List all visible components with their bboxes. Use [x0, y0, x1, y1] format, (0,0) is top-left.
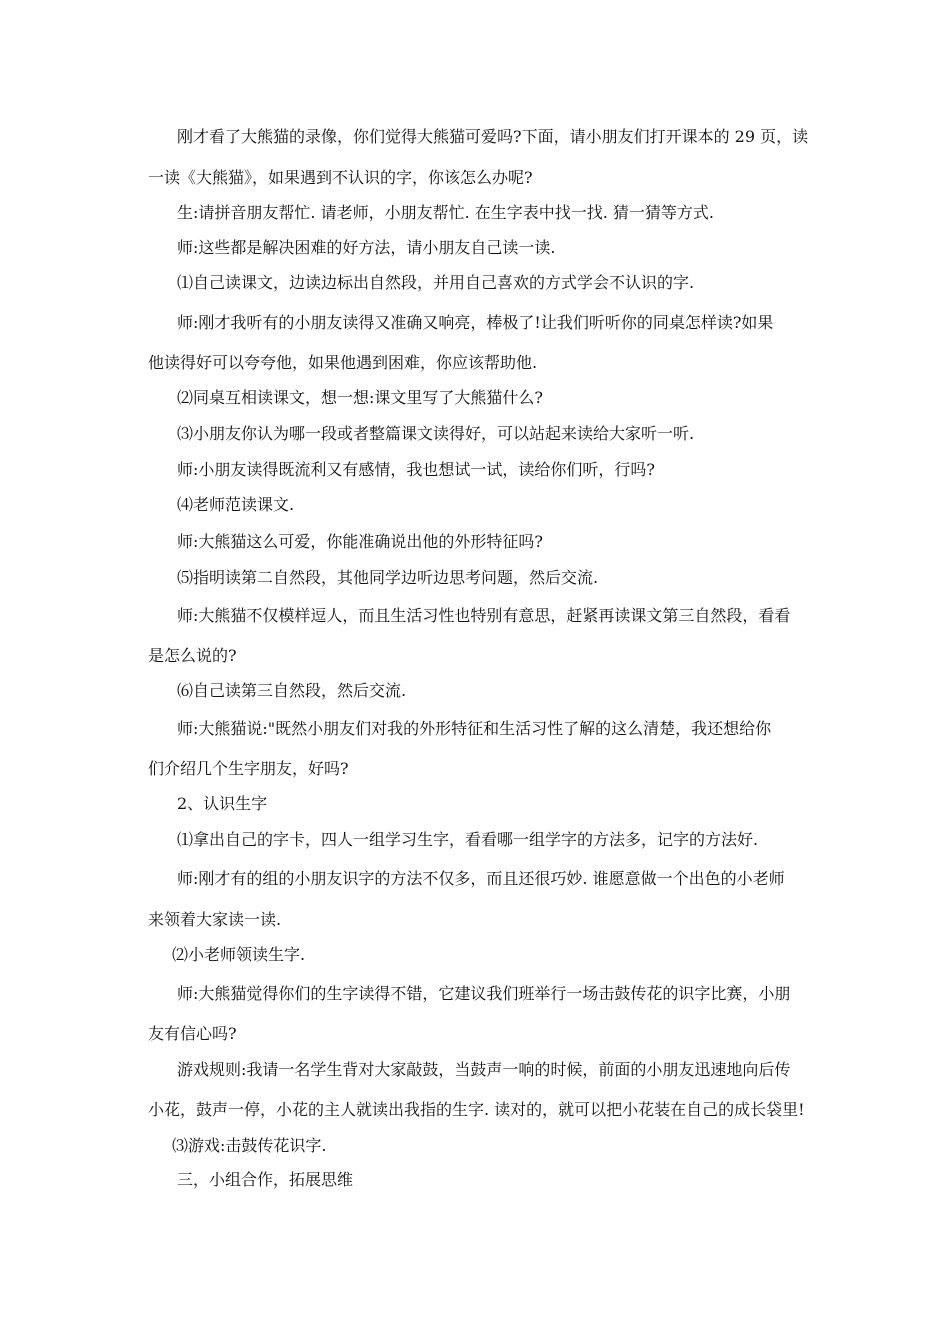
text-line-26: 游戏规则:我请一名学生背对大家敲鼓，当鼓声一响的时候，前面的小朋友迅速地向后传: [177, 1060, 791, 1079]
section-heading-3: 三，小组合作，拓展思维: [177, 1170, 354, 1189]
text-line-24: 师:大熊猫觉得你们的生字读得不错，它建议我们班举行一场击鼓传花的识字比赛，小朋: [177, 984, 791, 1003]
text-line-2: 一读《大熊猫》，如果遇到不认识的字，你该怎么办呢?: [148, 168, 533, 187]
text-line-7: 他读得好可以夸夸他，如果他遇到困难，你应该帮助他.: [148, 353, 538, 372]
text-line-17: 师:大熊猫说:"既然小朋友们对我的外形特征和生活习性了解的这么清楚，我还想给你: [177, 719, 772, 738]
text-line-5: ⑴自己读课文，边读边标出自然段，并用自己喜欢的方式学会不认识的字.: [177, 273, 695, 292]
text-line-25: 友有信心吗?: [148, 1024, 237, 1043]
text-line-20: ⑴拿出自己的字卡，四人一组学习生字，看看哪一组学字的方法多，记字的方法好.: [177, 830, 759, 849]
text-line-10: 师:小朋友读得既流利又有感情，我也想试一试，读给你们听，行吗?: [177, 460, 655, 479]
text-line-11: ⑷老师范读课文.: [177, 495, 295, 514]
text-line-9: ⑶小朋友你认为哪一段或者整篇课文读得好，可以站起来读给大家听一听.: [177, 424, 695, 443]
text-line-28: ⑶游戏:击鼓传花识字.: [172, 1136, 327, 1155]
text-line-14: 师:大熊猫不仅模样逗人，而且生活习性也特别有意思，赶紧再读课文第三自然段，看看: [177, 606, 791, 625]
text-line-13: ⑸指明读第二自然段，其他同学边听边思考问题，然后交流.: [177, 568, 599, 587]
text-line-21: 师:刚才有的组的小朋友识字的方法不仅多，而且还很巧妙. 谁愿意做一个出色的小老师: [177, 869, 785, 888]
text-line-12: 师:大熊猫这么可爱，你能准确说出他的外形特征吗?: [177, 532, 543, 551]
text-line-23: ⑵小老师领读生字.: [172, 945, 306, 964]
text-line-4: 师:这些都是解决困难的好方法，请小朋友自己读一读.: [177, 238, 556, 257]
text-line-18: 们介绍几个生字朋友，好吗?: [148, 759, 349, 778]
text-line-3: 生:请拼音朋友帮忙. 请老师，小朋友帮忙. 在生字表中找一找. 猜一猜等方式.: [177, 203, 714, 222]
text-line-15: 是怎么说的?: [148, 646, 237, 665]
section-heading-2: 2、认识生字: [177, 794, 268, 813]
text-line-6: 师:刚才我听有的小朋友读得又准确又响亮，棒极了!让我们听听你的同桌怎样读?如果: [177, 313, 774, 332]
text-line-8: ⑵同桌互相读课文，想一想:课文里写了大熊猫什么?: [177, 388, 543, 407]
text-line-27: 小花，鼓声一停，小花的主人就读出我指的生字. 读对的，就可以把小花装在自己的成长袋里!: [148, 1100, 805, 1119]
text-line-22: 来领着大家读一读.: [148, 910, 282, 929]
text-line-16: ⑹自己读第三自然段，然后交流.: [177, 681, 407, 700]
text-line-1: 刚才看了大熊猫的录像，你们觉得大熊猫可爱吗?下面，请小朋友们打开课本的 29 页，读: [177, 127, 809, 146]
